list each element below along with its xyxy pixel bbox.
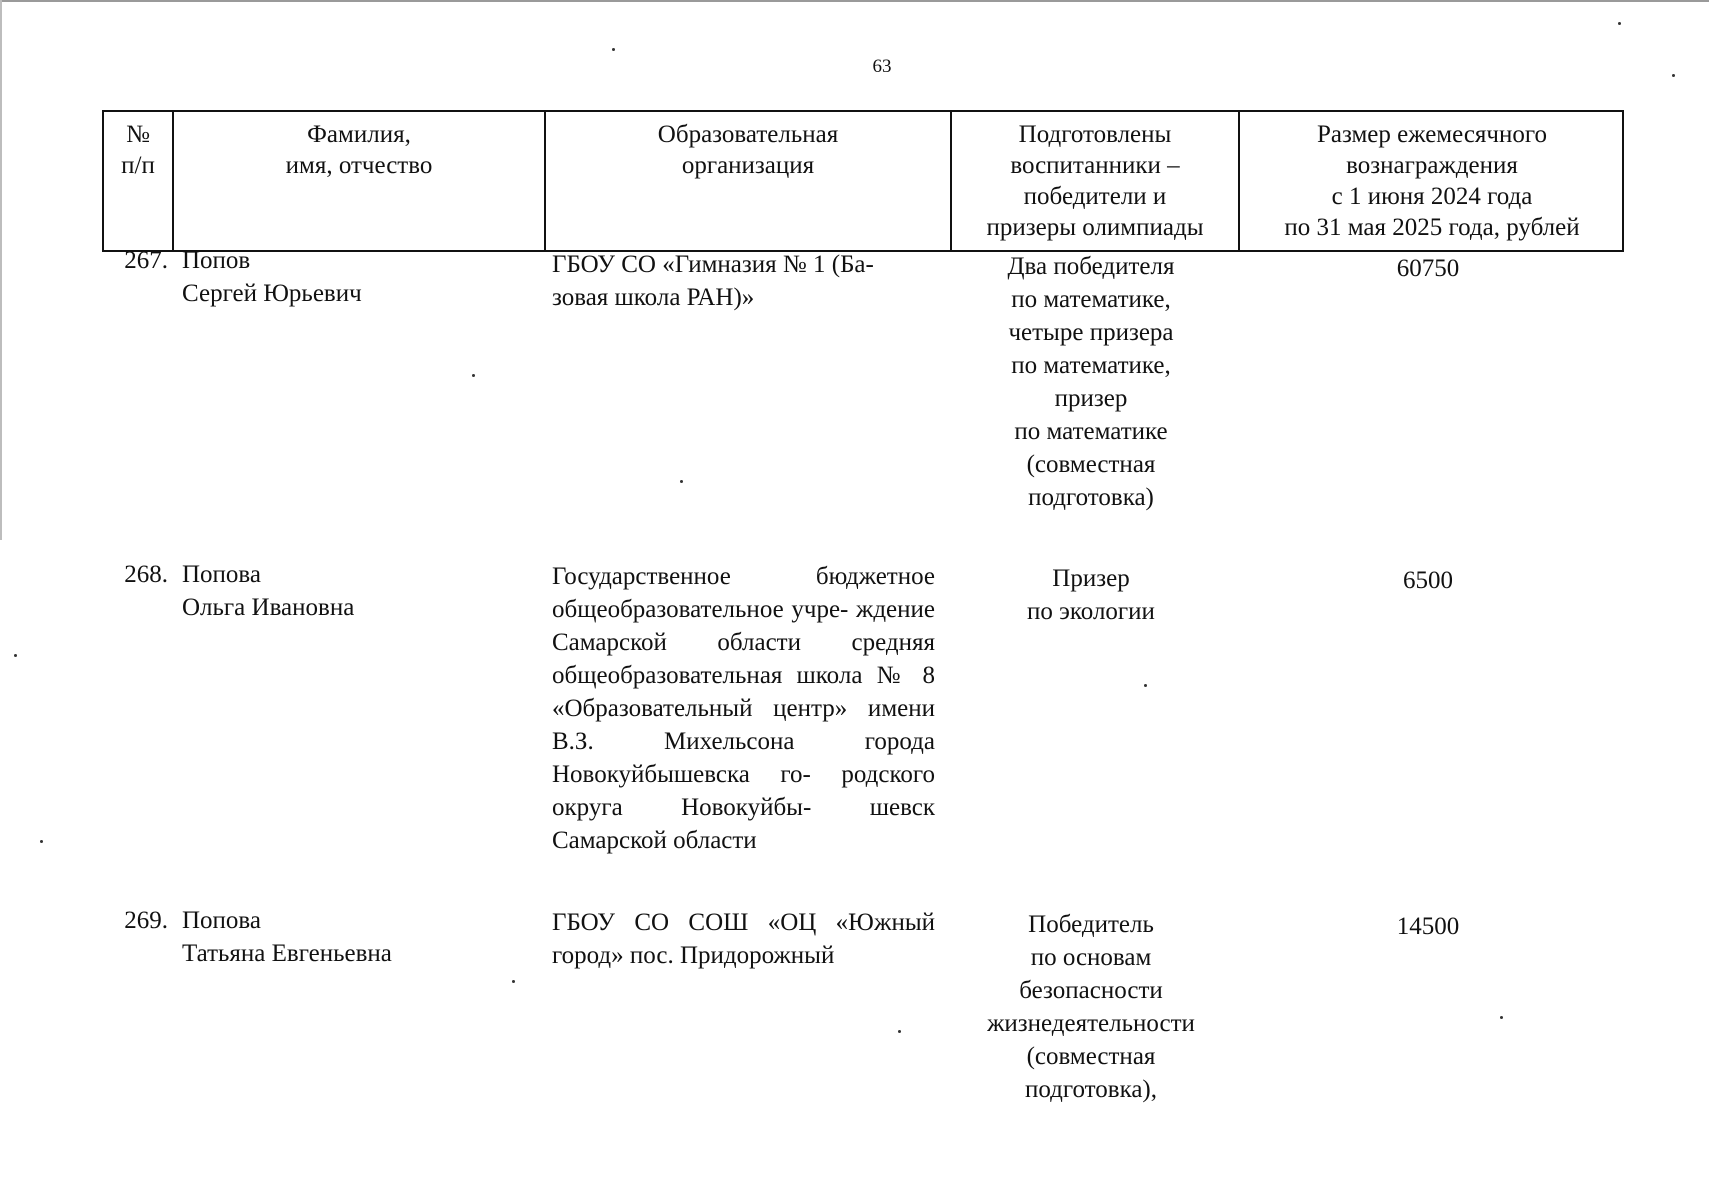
row-number: 268. (124, 561, 168, 588)
scan-speck (1672, 74, 1675, 77)
scan-speck (512, 980, 515, 983)
row-prepared: Победитель по основам безопасности жизнедеятельности (совместная подготовка), (987, 911, 1195, 1103)
scan-speck (1618, 22, 1621, 25)
column-header-prepared: Подготовлены воспитанники – победители и призеры олимпиады (952, 112, 1240, 250)
row-amount: 14500 (1396, 913, 1460, 940)
scan-speck (14, 654, 17, 657)
row-number: 269. (124, 907, 168, 934)
scan-speck (1500, 1016, 1503, 1019)
scan-speck (612, 48, 615, 51)
scan-edge (0, 0, 2, 540)
row-name: Попова Татьяна Евгеньевна (182, 907, 392, 967)
row-organization: Государственное бюджетное общеобразовательное учре- ждение Самарской области средняя общеобразовательная школа № 8 «Образовательный центр» имени В.З. Михельсона города Новокуйбышевска го- родского округа Новокуйбы- шевск Самарской области (552, 563, 935, 854)
scan-edge (0, 0, 1709, 2)
row-organization: ГБОУ СО СОШ «ОЦ «Южный город» пос. Придорожный (552, 909, 935, 969)
column-header-number: № п/п (104, 112, 174, 250)
page-number: 63 (872, 56, 892, 77)
row-name: Попов Сергей Юрьевич (182, 247, 362, 307)
scan-speck (40, 840, 43, 843)
column-header-amount: Размер ежемесячного вознаграждения с 1 июня 2024 года по 31 мая 2025 года, рублей (1284, 121, 1580, 241)
scan-speck (898, 1030, 901, 1033)
row-amount: 6500 (1403, 567, 1453, 594)
column-header-organization: Образовательная организация (546, 112, 952, 250)
row-organization: ГБОУ СО «Гимназия № 1 (Ба- зовая школа РАН)» (552, 251, 874, 311)
row-number: 267. (124, 247, 168, 274)
scan-speck (1144, 684, 1147, 687)
table-header (102, 110, 1624, 252)
row-name: Попова Ольга Ивановна (182, 561, 355, 621)
scan-speck (472, 374, 475, 377)
scan-speck (680, 480, 683, 483)
column-header-name: Фамилия, имя, отчество (174, 112, 546, 250)
row-prepared: Два победителя по математике, четыре призера по математике, призер по математике (совместная подготовка) (1007, 253, 1175, 511)
row-prepared: Призер по экологии (1027, 565, 1155, 625)
row-amount: 60750 (1396, 255, 1460, 282)
